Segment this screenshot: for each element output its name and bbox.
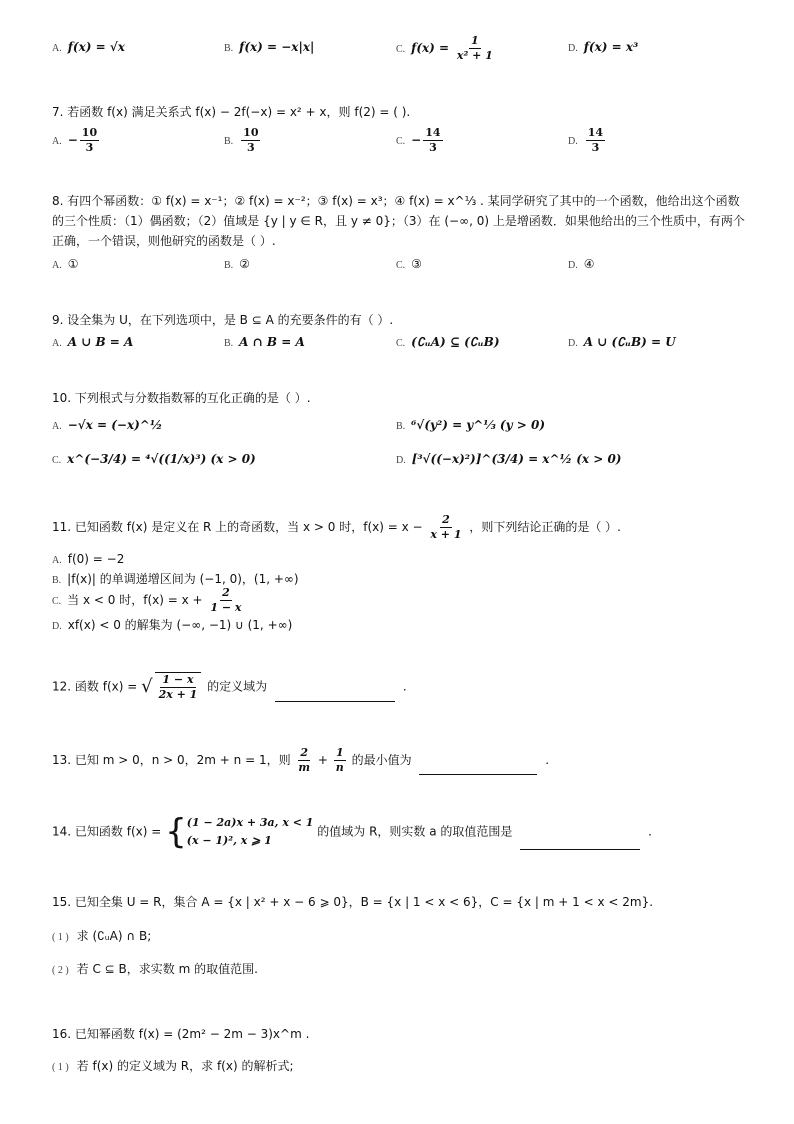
q10-option-b[interactable]: B. ⁶√(y²) = y^⅓ (y > 0) — [396, 418, 546, 432]
q10-option-c[interactable]: C. x^(−3/4) = ⁴√((1/x)³) (x > 0) — [52, 452, 256, 466]
q10-options — [0, 414, 794, 474]
q16-part1: ( 1 ) 若 f(x) 的定义域为 R，求 f(x) 的解析式; — [52, 1059, 294, 1073]
q11-options — [0, 552, 794, 632]
q15-part2: ( 2 ) 若 C ⊆ B，求实数 m 的取值范围. — [52, 962, 258, 976]
q9-option-a[interactable]: A. A ∪ B = A — [52, 335, 134, 349]
q9-option-b[interactable]: B. A ∩ B = A — [224, 335, 305, 349]
q15-stem: 15. 已知全集 U = R，集合 A = {x | x² + x − 6 ⩾ 0}，B = {x | 1 < x < 6}，C = {x | m + 1 < x < 2m}. — [52, 895, 654, 909]
q8-option-a[interactable]: A. ① — [52, 257, 79, 271]
q7-option-a[interactable]: A. − $\frac{10}{3}$ — [52, 126, 98, 154]
q8-option-b[interactable]: B. ② — [224, 257, 250, 271]
q11-option-a[interactable]: A. f(0) = −2 — [52, 552, 125, 566]
q14-stem: 14. 已知函数 f(x) = { (1 − 2a)x + 3a, x < 1 (x − 1)², x ⩾ 1 的值域为 R，则实数 a 的取值范围是 . — [52, 812, 652, 852]
q13-stem: 13. 已知 m > 0，n > 0，2m + n = 1，则 $\frac{2}{m}$ + $\frac{1}{n}$ 的最小值为 . — [52, 746, 550, 774]
q8-stem-line2: 的三个性质：（1）偶函数；（2）值域是 {y | y ∈ R，且 y ≠ 0}；（3）在 (−∞, 0) 上是增函数．如果他给出的三个性质中，有两个 — [52, 214, 745, 228]
q7-options — [0, 126, 794, 160]
q8-stem-line1: 8. 有四个幂函数：① f(x) = x⁻¹；② f(x) = x⁻²；③ f(x) = x³；④ f(x) = x^⅓ . 某同学研究了其中的一个函数，他给出这个函数 — [52, 194, 740, 208]
q7-option-d[interactable]: D. $\frac{14}{3}$ — [568, 126, 604, 154]
left-brace-icon: { — [165, 812, 187, 852]
q9-option-d[interactable]: D. A ∪ (∁ᵤB) = U — [568, 335, 676, 349]
q9-stem: 9. 设全集为 U，在下列选项中，是 B ⊆ A 的充要条件的有（ ）. — [52, 313, 394, 327]
q7-option-c[interactable]: C. − $\frac{14}{3}$ — [396, 126, 441, 154]
q7-stem: 7. 若函数 f(x) 满足关系式 f(x) − 2f(−x) = x² + x，则 f(2) = ( ). — [52, 105, 411, 119]
q11-option-b[interactable]: B. |f(x)| 的单调递增区间为 (−1, 0)，(1, +∞) — [52, 572, 299, 586]
q10-option-d[interactable]: D. [³√((−x)²)]^(3/4) = x^½ (x > 0) — [396, 452, 622, 466]
q14-answer-blank[interactable] — [520, 835, 640, 850]
q12-stem: 12. 函数 f(x) = √ $\frac{1 - x}{2x + 1}$ 的定义域为 . — [52, 673, 407, 701]
q8-options — [0, 257, 794, 277]
q9-options — [0, 335, 794, 355]
q12-answer-blank[interactable] — [275, 687, 395, 702]
q8-stem-line3: 正确，一个错误，则他研究的函数是（ ）. — [52, 234, 276, 248]
sqrt-sign-icon: √ — [141, 676, 153, 697]
q9-option-c[interactable]: C. (∁ᵤA) ⊆ (∁ᵤB) — [396, 335, 500, 349]
q10-stem: 10. 下列根式与分数指数幂的互化正确的是（ ）. — [52, 391, 311, 405]
q6-option-b[interactable]: B. f(x) = −x|x| — [224, 40, 315, 54]
q16-stem: 16. 已知幂函数 f(x) = (2m² − 2m − 3)x^m . — [52, 1027, 310, 1041]
q8-option-c[interactable]: C. ③ — [396, 257, 422, 271]
q11-option-c[interactable]: C. 当 x < 0 时，f(x) = x + $\frac{2}{1 - x}$ — [52, 586, 242, 614]
q11-stem: 11. 已知函数 f(x) 是定义在 R 上的奇函数，当 x > 0 时，f(x) = x − $\frac{2}{x + 1}$ ，则下列结论正确的是（ ）. — [52, 513, 621, 541]
q15-part1: ( 1 ) 求 (∁ᵤA) ∩ B; — [52, 929, 152, 943]
q8-option-d[interactable]: D. ④ — [568, 257, 595, 271]
q10-option-a[interactable]: A. −√x = (−x)^½ — [52, 418, 163, 432]
q6-option-a[interactable]: A. f(x) = √x — [52, 40, 125, 54]
q7-option-b[interactable]: B. $\frac{10}{3}$ — [224, 126, 259, 154]
q11-option-d[interactable]: D. xf(x) < 0 的解集为 (−∞, −1) ∪ (1, +∞) — [52, 618, 293, 632]
q6-option-d[interactable]: D. f(x) = x³ — [568, 40, 639, 54]
q13-answer-blank[interactable] — [419, 760, 537, 775]
q6-option-c[interactable]: C. f(x) = $\frac{1}{\text{x² + 1}}$ — [396, 34, 493, 62]
q6-options — [0, 34, 794, 62]
